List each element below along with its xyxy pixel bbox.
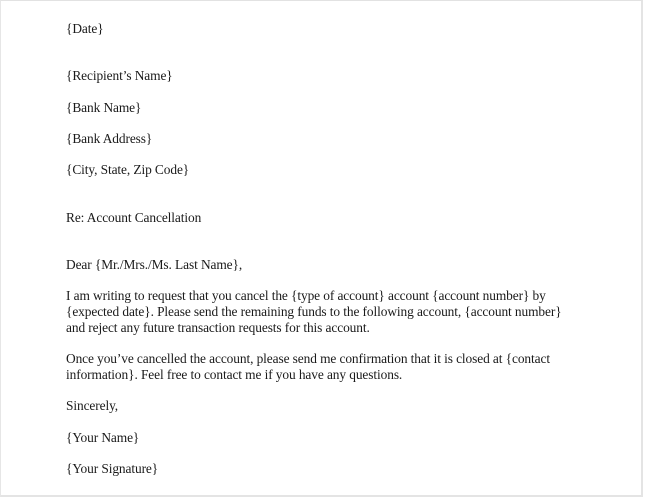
salutation: Dear {Mr./Mrs./Ms. Last Name},: [66, 257, 243, 272]
recipient-name-field: {Recipient’s Name}: [66, 68, 173, 83]
paragraph-line: {expected date}. Please send the remaining funds to the following account, {account number}: [66, 304, 562, 319]
closing: Sincerely,: [66, 398, 119, 413]
paragraph-line: I am writing to request that you cancel the {type of account} account {account number} by: [66, 288, 546, 303]
subject-line: Re: Account Cancellation: [66, 210, 202, 225]
body-paragraph-1: [66, 288, 606, 336]
bank-name-field: {Bank Name}: [66, 100, 142, 115]
paragraph-line: information}. Feel free to contact me if you have any questions.: [66, 367, 403, 382]
your-name-field: {Your Name}: [66, 430, 140, 445]
paragraph-line: and reject any future transaction requests for this account.: [66, 320, 370, 335]
bank-address-field: {Bank Address}: [66, 131, 153, 146]
paragraph-line: Once you’ve cancelled the account, please send me confirmation that it is closed at {contact: [66, 351, 550, 366]
city-state-zip-field: {City, State, Zip Code}: [66, 162, 190, 177]
date-field: {Date}: [66, 21, 104, 36]
body-paragraph-2: [66, 351, 606, 383]
your-signature-field: {Your Signature}: [66, 461, 159, 476]
